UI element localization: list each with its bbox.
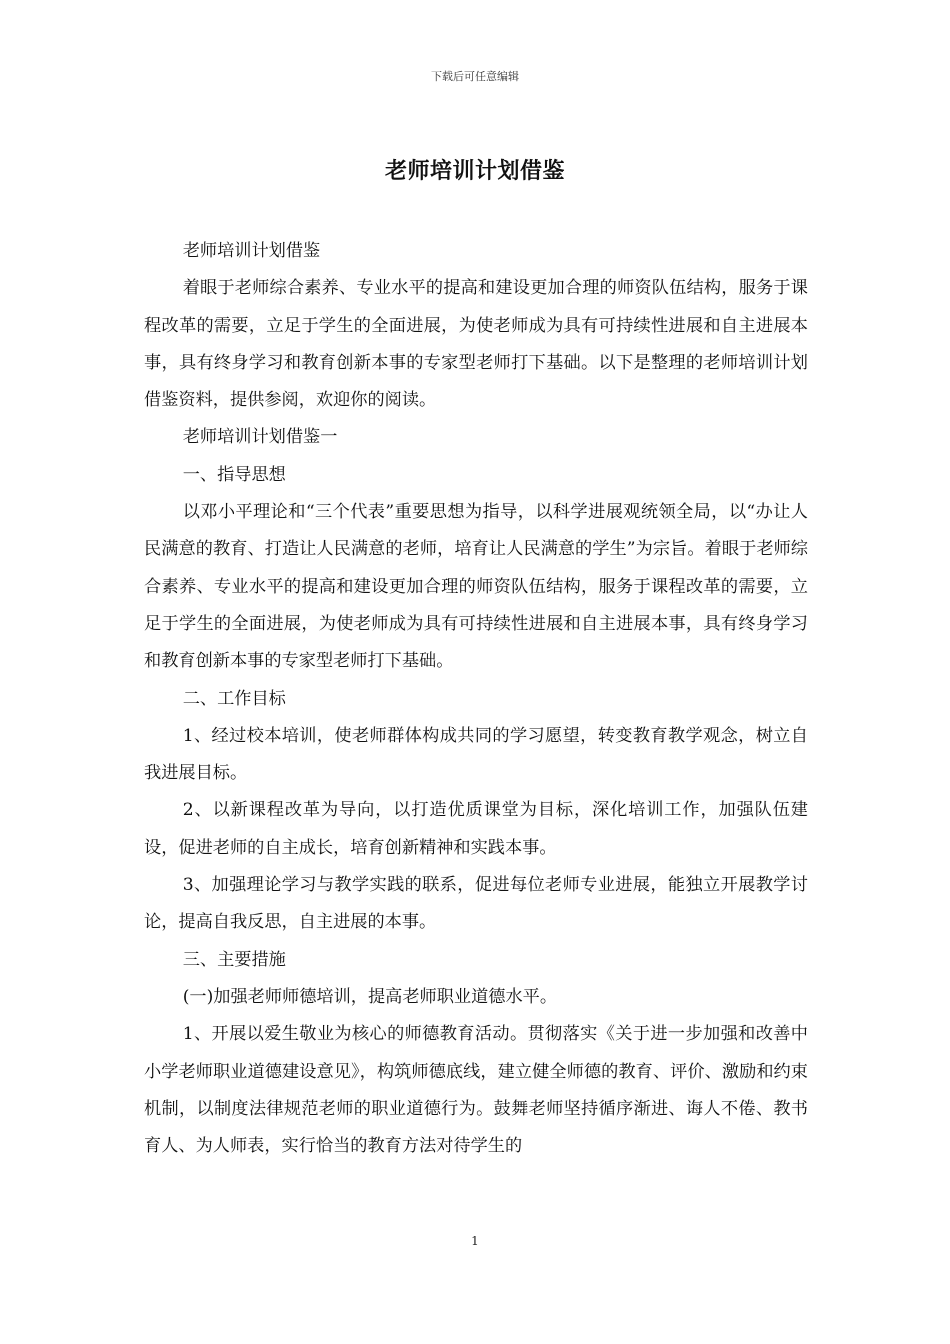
paragraph-subtitle: 老师培训计划借鉴 — [182, 241, 321, 261]
paragraph-heading-measures: 三、主要措施 — [182, 949, 286, 970]
paragraph-heading-work-goals: 二、工作目标 — [182, 688, 286, 709]
paragraph-heading-guiding-thought: 一、指导思想 — [182, 464, 286, 485]
paragraph-measure-1: 1、开展以爱生敬业为核心的师德教育活动。贯彻落实《关于进一步加强和改善中小学老师职业道德建设意见》，构筑师德底线，建立健全师德的教育、评价、激励和约束机制，以制度法律规范老师的职业道德行为。鼓舞老师坚持循序渐进、诲人不倦、教书育人、为人师表，实行恰当的教育方法对待学生的 — [144, 1024, 808, 1157]
page-number: 1 — [471, 1234, 479, 1248]
paragraph-goal-2: 2、以新课程改革为导向，以打造优质课堂为目标，深化培训工作，加强队伍建设，促进老师的自主成长，培育创新精神和实践本事。 — [144, 800, 808, 858]
paragraph-goal-3: 3、加强理论学习与教学实践的联系，促进每位老师专业进展，能独立开展教学讨论，提高自我反思，自主进展的本事。 — [144, 875, 808, 933]
paragraph-measure-subheading: (一)加强老师师德培训，提高老师职业道德水平。 — [182, 986, 558, 1007]
paragraph-section-heading: 老师培训计划借鉴一 — [182, 427, 338, 448]
paragraph-guiding-thought: 以邓小平理论和“三个代表”重要思想为指导，以科学进展观统领全局，以“办让人民满意的教育、打造让人民满意的老师，培育让人民满意的学生”为宗旨。着眼于老师综合素养、专业水平的提高和建设更加合理的师资队伍结构，服务于课程改革的需要，立足于学生的全面进展，为使老师成为具有可持续性进展和自主进展本事，具有终身学习和教育创新本事的专家型老师打下基础。 — [144, 502, 808, 672]
header-note: 下载后可任意编辑 — [431, 70, 519, 83]
paragraph-intro: 着眼于老师综合素养、专业水平的提高和建设更加合理的师资队伍结构，服务于课程改革的需要，立足于学生的全面进展，为使老师成为具有可持续性进展和自主进展本事，具有终身学习和教育创新本事的专家型老师打下基础。以下是整理的老师培训计划借鉴资料，提供参阅，欢迎你的阅读。 — [144, 278, 808, 411]
document-title: 老师培训计划借鉴 — [384, 158, 565, 184]
paragraph-goal-1: 1、经过校本培训，使老师群体构成共同的学习愿望，转变教育教学观念，树立自我进展目标。 — [144, 725, 808, 784]
document-body — [144, 233, 808, 1165]
